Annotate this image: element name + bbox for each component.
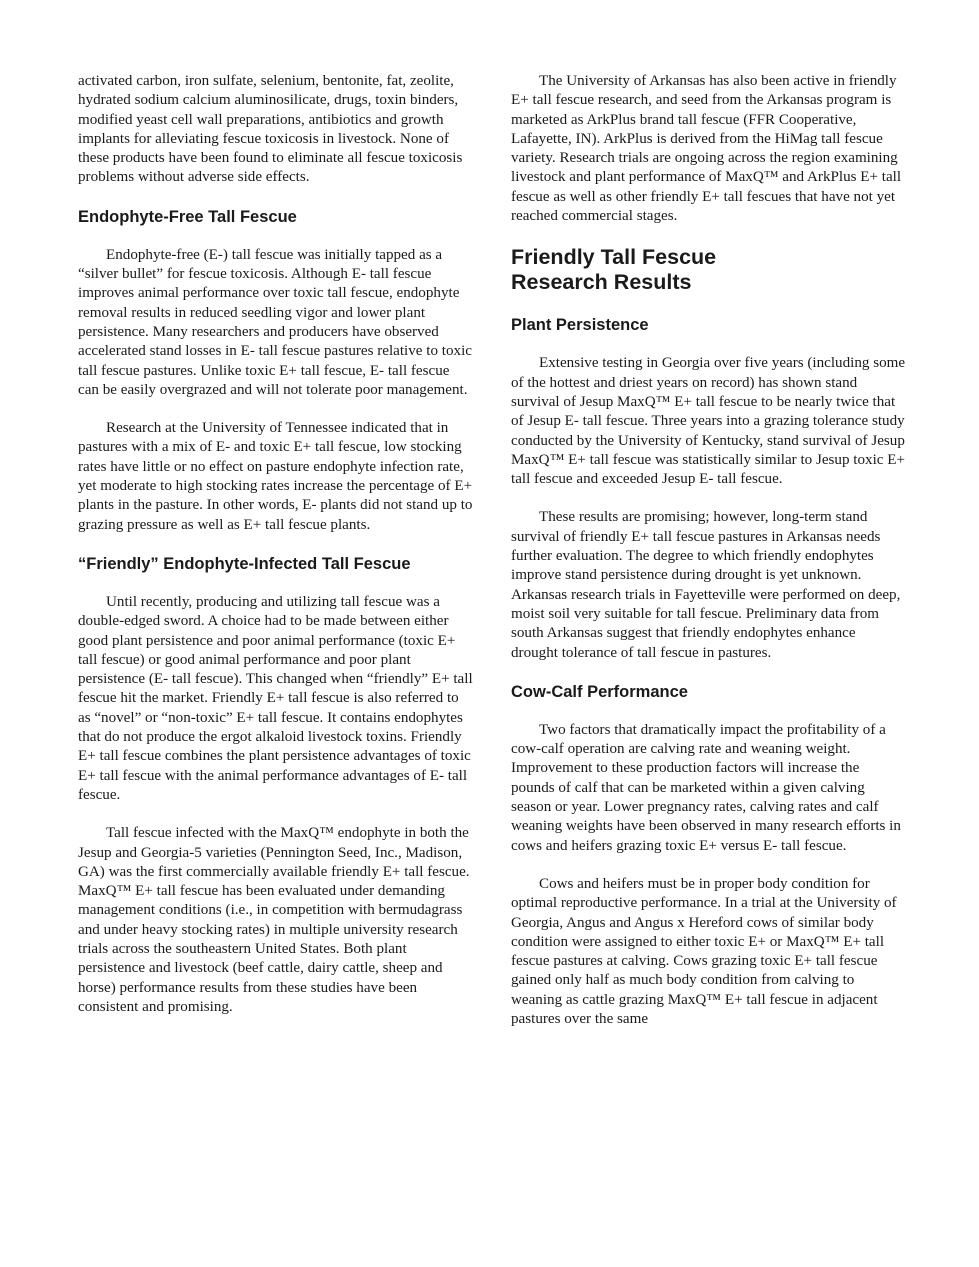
paragraph-tennessee-research: Research at the University of Tennessee indicated that in pastures with a mix of E- and toxic E+ tall fescue, low stocking rates have little or no effect on pasture endophyte infection rate, yet moderate to high stocking rates increase the percentage of E+ plants in the pasture. In other words, E- plants did not stand up to grazing pressure as well as E+ tall fescue plants. — [78, 420, 473, 533]
paragraph-treatments: activated carbon, iron sulfate, selenium, bentonite, fat, zeolite, hydrated sodium calcium aluminosilicate, drugs, toxin binders, modified yeast cell wall preparations, antibiotics and growth implants for alleviating fescue toxicosis in livestock. None of these products have been found to eliminate all fescue toxicosis problems without adverse side effects. — [78, 73, 463, 186]
section-title-line-1: Friendly Tall Fescue — [511, 245, 717, 270]
heading-cow-calf: Cow-Calf Performance — [511, 682, 688, 701]
heading-friendly-endophyte: “Friendly” Endophyte-Infected Tall Fescue — [78, 554, 411, 573]
paragraph-endophyte-free: Endophyte-free (E-) tall fescue was initially tapped as a “silver bullet” for fescue toxicosis. Although E- tall fescue improves animal performance over toxic tall fescue, endophyte removal results in reduced seedling vigor and lower plant persistence. Many researchers and producers have observed accelerated stand losses in E- tall fescue pastures relative to toxic tall fescue pastures. Unlike toxic E+ tall fescue, E- tall fescue can be easily overgrazed and will not tolerate poor management. — [78, 246, 472, 398]
heading-endophyte-free: Endophyte-Free Tall Fescue — [78, 207, 297, 226]
paragraph-double-edged-sword: Until recently, producing and utilizing tall fescue was a double-edged sword. A choice had to be made between either good plant persistence and poor animal performance (toxic E+ tall fescue) or good animal performance and poor plant persistence (E- tall fescue). This changed when “friendly” E+ tall fescue hit the market. Friendly E+ tall fescue is also referred to as “novel” or “non-toxic” E+ tall fescue. It contains endophytes that do not produce the ergot alkaloid livestock toxins. Friendly E+ tall fescue combines the plant persistence advantages of toxic E+ tall fescue with the animal performance advantages of E- tall fescue. — [78, 593, 473, 803]
paragraph-arkansas-program: The University of Arkansas has also been active in friendly E+ tall fescue research, and seed from the Arkansas program is marketed as ArkPlus brand tall fescue (FFR Cooperative, Lafayette, IN). ArkPlus is derived from the HiMag tall fescue variety. Research trials are ongoing across the region examining livestock and plant performance of MaxQ™ and ArkPlus E+ tall fescue as well as other friendly E+ tall fescues that have not yet reached commercial stages. — [511, 73, 902, 225]
section-title-line-2: Research Results — [511, 270, 692, 295]
paragraph-long-term-survival: These results are promising; however, long-term stand survival of friendly E+ tall fescue pastures in Arkansas needs further evaluation. The degree to which friendly endophytes improve stand persistence during drought is yet unknown. Arkansas research trials in Fayetteville were performed on deep, moist soil very suitable for tall fescue. Preliminary data from south Arkansas suggest that friendly endophytes enhance drought tolerance of tall fescue in pastures. — [511, 509, 901, 661]
paragraph-body-condition: Cows and heifers must be in proper body condition for optimal reproductive performance. In a trial at the University of Georgia, Angus and Angus x Hereford cows of similar body condition were assigned to either toxic E+ or MaxQ™ E+ tall fescue pastures at calving. Cows grazing toxic E+ tall fescue gained only half as much body condition from calving to weaning as cattle grazing MaxQ™ E+ tall fescue in adjacent pastures over the same — [511, 875, 897, 1027]
paragraph-georgia-testing: Extensive testing in Georgia over five years (including some of the hottest and driest years on record) has shown stand survival of Jesup MaxQ™ E+ tall fescue to be nearly twice that of Jesup E- tall fescue. Three years into a grazing tolerance study conducted by the University of Kentucky, stand survival of Jesup MaxQ™ E+ tall fescue was statistically similar to Jesup toxic E+ tall fescue and exceeded Jesup E- tall fescue. — [511, 355, 906, 488]
right-column — [511, 72, 906, 1048]
paragraph-profitability: Two factors that dramatically impact the profitability of a cow-calf operation are calving rate and weaning weight. Improvement to these production factors will increase the pounds of calf that can be marketed within a given calving season or year. Lower pregnancy rates, calving rates and calf weaning weights have been observed in many research efforts in cows and heifers grazing toxic E+ versus E- tall fescue. — [511, 721, 901, 854]
left-column — [78, 72, 473, 1036]
paragraph-maxq: Tall fescue infected with the MaxQ™ endophyte in both the Jesup and Georgia-5 varieties (Pennington Seed, Inc., Madison, GA) was the first commercially available friendly E+ tall fescue. MaxQ™ E+ tall fescue has been evaluated under demanding management conditions (i.e., in competition with bermudagrass and under heavy stocking rates) in multiple university research trials across the southeastern United States. Both plant persistence and livestock (beef cattle, dairy cattle, sheep and horse) performance results from these studies have been consistent and promising. — [78, 825, 470, 1015]
heading-plant-persistence: Plant Persistence — [511, 316, 649, 335]
section-title — [511, 245, 906, 295]
